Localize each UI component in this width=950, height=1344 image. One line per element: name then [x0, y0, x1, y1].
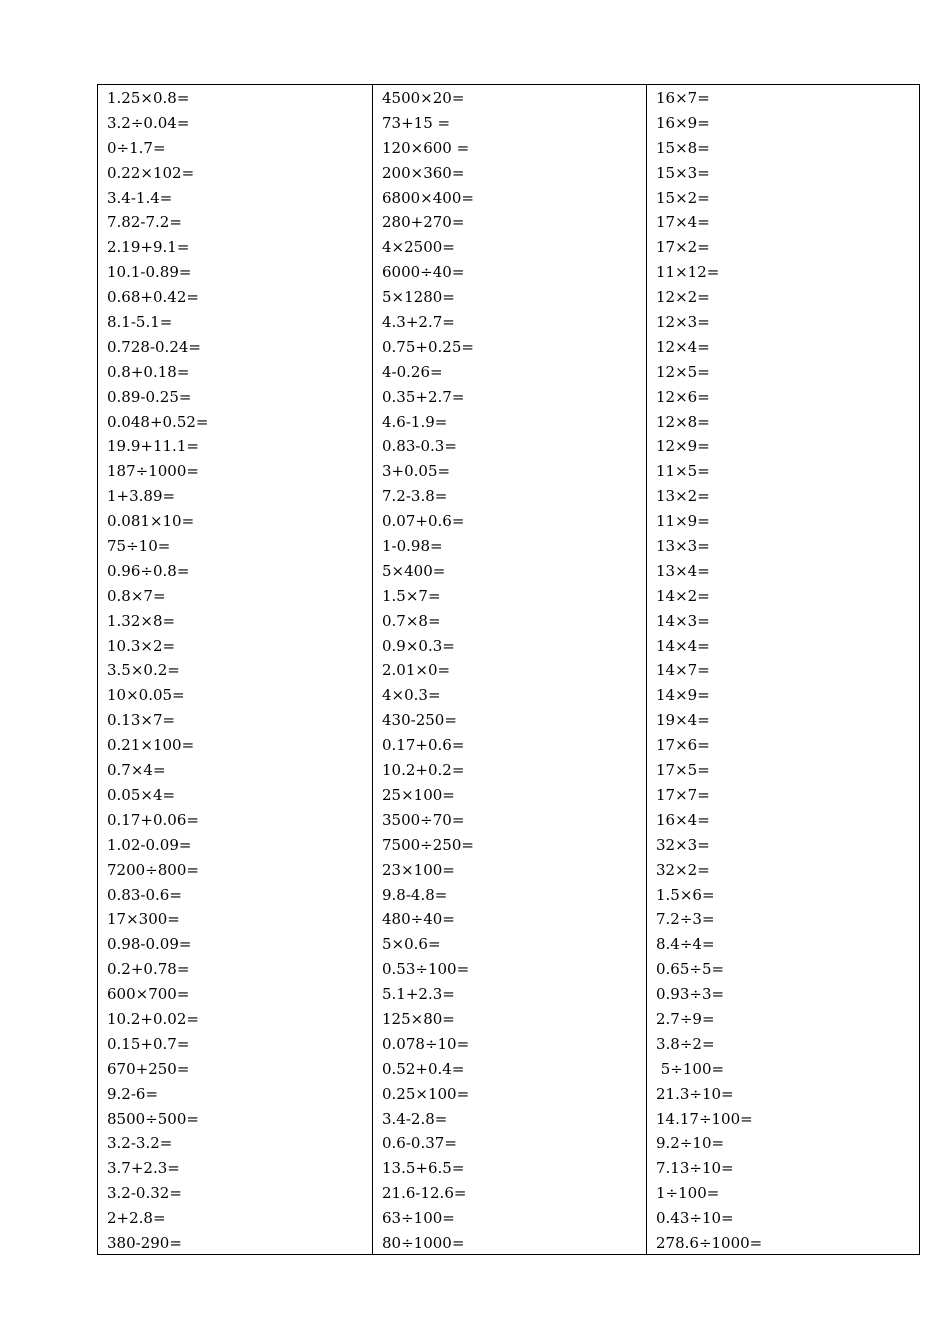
arithmetic-problem: 4.6-1.9= — [382, 412, 448, 431]
arithmetic-problem: 0.83-0.3= — [382, 437, 457, 456]
arithmetic-problem: 0.21×100= — [107, 736, 195, 755]
arithmetic-problem: 0.07+0.6= — [382, 512, 465, 531]
arithmetic-problem: 0.2+0.78= — [107, 960, 190, 979]
arithmetic-problem: 8.4÷4= — [656, 935, 715, 954]
arithmetic-problem: 4.3+2.7= — [382, 313, 455, 332]
arithmetic-problem: 8.1-5.1= — [107, 313, 173, 332]
problem-column-2 — [372, 85, 646, 1254]
arithmetic-problem: 7.13÷10= — [656, 1159, 734, 1178]
arithmetic-problem: 0.8×7= — [107, 586, 166, 605]
arithmetic-problem: 0.6-0.37= — [382, 1134, 457, 1153]
arithmetic-problem: 63÷100= — [382, 1209, 455, 1228]
arithmetic-problem: 10×0.05= — [107, 686, 185, 705]
arithmetic-problem: 14×2= — [656, 586, 710, 605]
arithmetic-problem: 7.82-7.2= — [107, 213, 182, 232]
arithmetic-problem: 23×100= — [382, 860, 455, 879]
arithmetic-problem: 7500÷250= — [382, 835, 474, 854]
arithmetic-problem: 480÷40= — [382, 910, 455, 929]
arithmetic-problem: 17×4= — [656, 213, 710, 232]
arithmetic-problem: 0.96÷0.8= — [107, 561, 190, 580]
arithmetic-problem: 0.68+0.42= — [107, 288, 199, 307]
arithmetic-problem: 75÷10= — [107, 537, 171, 556]
arithmetic-problem: 380-290= — [107, 1233, 182, 1252]
arithmetic-problem: 17×300= — [107, 910, 180, 929]
arithmetic-problem: 7.2÷3= — [656, 910, 715, 929]
arithmetic-problem: 10.2+0.2= — [382, 761, 465, 780]
arithmetic-problem: 10.1-0.89= — [107, 263, 192, 282]
arithmetic-problem: 2.19+9.1= — [107, 238, 190, 257]
arithmetic-problem: 14×4= — [656, 636, 710, 655]
problem-column-3 — [646, 85, 919, 1254]
arithmetic-problem: 3.5×0.2= — [107, 661, 180, 680]
arithmetic-problem: 16×9= — [656, 113, 710, 132]
arithmetic-problem: 13×3= — [656, 537, 710, 556]
arithmetic-problem: 19×4= — [656, 711, 710, 730]
arithmetic-problem: 6800×400= — [382, 188, 474, 207]
arithmetic-problem: 1.5×7= — [382, 586, 441, 605]
arithmetic-problem: 3.8÷2= — [656, 1034, 715, 1053]
arithmetic-problem: 32×2= — [656, 860, 710, 879]
arithmetic-problem: 0.65÷5= — [656, 960, 725, 979]
arithmetic-problem: 187÷1000= — [107, 462, 199, 481]
arithmetic-problem: 0.15+0.7= — [107, 1034, 190, 1053]
arithmetic-problem: 5.1+2.3= — [382, 985, 455, 1004]
arithmetic-problem: 3.2-0.32= — [107, 1184, 182, 1203]
arithmetic-problem: 16×4= — [656, 810, 710, 829]
arithmetic-problem: 15×3= — [656, 163, 710, 182]
arithmetic-problem: 12×3= — [656, 313, 710, 332]
arithmetic-problem: 11×12= — [656, 263, 720, 282]
arithmetic-problem: 200×360= — [382, 163, 465, 182]
arithmetic-problem: 5×1280= — [382, 288, 455, 307]
problem-column-1 — [98, 85, 372, 1254]
arithmetic-problem: 0.17+0.6= — [382, 736, 465, 755]
arithmetic-problem: 120×600 = — [382, 138, 470, 157]
arithmetic-problem: 10.2+0.02= — [107, 1009, 199, 1028]
arithmetic-problem: 0.93÷3= — [656, 985, 725, 1004]
arithmetic-problem: 4500×20= — [382, 89, 465, 107]
arithmetic-problem: 7200÷800= — [107, 860, 199, 879]
arithmetic-problem: 14×9= — [656, 686, 710, 705]
arithmetic-problem: 0.081×10= — [107, 512, 195, 531]
arithmetic-problem: 0.17+0.06= — [107, 810, 199, 829]
arithmetic-problem: 2.7÷9= — [656, 1009, 715, 1028]
arithmetic-problem: 16×7= — [656, 89, 710, 107]
arithmetic-problem: 0÷1.7= — [107, 138, 166, 157]
arithmetic-problem: 7.2-3.8= — [382, 487, 448, 506]
arithmetic-problem: 15×2= — [656, 188, 710, 207]
arithmetic-problem: 6000÷40= — [382, 263, 465, 282]
arithmetic-problem: 80÷1000= — [382, 1233, 465, 1252]
arithmetic-problem: 0.13×7= — [107, 711, 176, 730]
arithmetic-problem: 3.2-3.2= — [107, 1134, 173, 1153]
worksheet-table — [97, 84, 920, 1255]
arithmetic-problem: 8500÷500= — [107, 1109, 199, 1128]
arithmetic-problem: 13.5+6.5= — [382, 1159, 465, 1178]
arithmetic-problem: 0.9×0.3= — [382, 636, 455, 655]
arithmetic-problem: 3.7+2.3= — [107, 1159, 180, 1178]
arithmetic-problem: 0.75+0.25= — [382, 337, 474, 356]
arithmetic-problem: 670+250= — [107, 1059, 190, 1078]
arithmetic-problem: 12×4= — [656, 337, 710, 356]
arithmetic-problem: 0.35+2.7= — [382, 387, 465, 406]
arithmetic-problem: 1.02-0.09= — [107, 835, 192, 854]
arithmetic-problem: 12×5= — [656, 362, 710, 381]
arithmetic-problem: 1.25×0.8= — [107, 89, 190, 107]
arithmetic-problem: 19.9+11.1= — [107, 437, 199, 456]
arithmetic-problem: 0.7×4= — [107, 761, 166, 780]
arithmetic-problem: 2.01×0= — [382, 661, 451, 680]
arithmetic-problem: 0.25×100= — [382, 1084, 470, 1103]
arithmetic-problem: 13×4= — [656, 561, 710, 580]
arithmetic-problem: 430-250= — [382, 711, 457, 730]
arithmetic-problem: 1.32×8= — [107, 611, 176, 630]
arithmetic-problem: 17×5= — [656, 761, 710, 780]
arithmetic-problem: 10.3×2= — [107, 636, 176, 655]
arithmetic-problem: 0.43÷10= — [656, 1209, 734, 1228]
arithmetic-problem: 0.98-0.09= — [107, 935, 192, 954]
arithmetic-problem: 0.05×4= — [107, 785, 176, 804]
arithmetic-problem: 1+3.89= — [107, 487, 176, 506]
arithmetic-problem: 11×5= — [656, 462, 710, 481]
arithmetic-problem: 0.83-0.6= — [107, 885, 182, 904]
arithmetic-problem: 12×8= — [656, 412, 710, 431]
arithmetic-problem: 14.17÷100= — [656, 1109, 753, 1128]
arithmetic-problem: 25×100= — [382, 785, 455, 804]
arithmetic-problem: 21.6-12.6= — [382, 1184, 467, 1203]
arithmetic-problem: 15×8= — [656, 138, 710, 157]
arithmetic-problem: 0.89-0.25= — [107, 387, 192, 406]
arithmetic-problem: 125×80= — [382, 1009, 455, 1028]
arithmetic-problem: 3+0.05= — [382, 462, 451, 481]
arithmetic-problem: 0.53÷100= — [382, 960, 470, 979]
arithmetic-problem: 0.048+0.52= — [107, 412, 209, 431]
arithmetic-problem: 0.52+0.4= — [382, 1059, 465, 1078]
arithmetic-problem: 2+2.8= — [107, 1209, 166, 1228]
arithmetic-problem: 17×7= — [656, 785, 710, 804]
arithmetic-problem: 12×9= — [656, 437, 710, 456]
arithmetic-problem: 3.4-1.4= — [107, 188, 173, 207]
arithmetic-problem: 5×400= — [382, 561, 446, 580]
arithmetic-problem: 17×2= — [656, 238, 710, 257]
arithmetic-problem: 21.3÷10= — [656, 1084, 734, 1103]
arithmetic-problem: 12×2= — [656, 288, 710, 307]
arithmetic-problem: 4×0.3= — [382, 686, 441, 705]
arithmetic-problem: 14×3= — [656, 611, 710, 630]
arithmetic-problem: 12×6= — [656, 387, 710, 406]
arithmetic-problem: 9.2-6= — [107, 1084, 159, 1103]
arithmetic-problem: 4-0.26= — [382, 362, 443, 381]
arithmetic-problem: 280+270= — [382, 213, 465, 232]
arithmetic-problem: 73+15 = — [382, 113, 451, 132]
arithmetic-problem: 1.5×6= — [656, 885, 715, 904]
arithmetic-problem: 17×6= — [656, 736, 710, 755]
arithmetic-problem: 3.2÷0.04= — [107, 113, 190, 132]
arithmetic-problem: 5÷100= — [656, 1059, 725, 1078]
arithmetic-problem: 0.7×8= — [382, 611, 441, 630]
arithmetic-problem: 0.078÷10= — [382, 1034, 470, 1053]
arithmetic-problem: 0.728-0.24= — [107, 337, 201, 356]
arithmetic-problem: 3.4-2.8= — [382, 1109, 448, 1128]
arithmetic-problem: 9.2÷10= — [656, 1134, 725, 1153]
arithmetic-problem: 1-0.98= — [382, 537, 443, 556]
arithmetic-problem: 600×700= — [107, 985, 190, 1004]
arithmetic-problem: 9.8-4.8= — [382, 885, 448, 904]
arithmetic-problem: 11×9= — [656, 512, 710, 531]
arithmetic-problem: 5×0.6= — [382, 935, 441, 954]
arithmetic-problem: 32×3= — [656, 835, 710, 854]
arithmetic-problem: 3500÷70= — [382, 810, 465, 829]
arithmetic-problem: 0.22×102= — [107, 163, 195, 182]
arithmetic-problem: 1÷100= — [656, 1184, 720, 1203]
arithmetic-problem: 14×7= — [656, 661, 710, 680]
arithmetic-problem: 0.8+0.18= — [107, 362, 190, 381]
arithmetic-problem: 13×2= — [656, 487, 710, 506]
arithmetic-problem: 4×2500= — [382, 238, 455, 257]
arithmetic-problem: 278.6÷1000= — [656, 1233, 763, 1252]
